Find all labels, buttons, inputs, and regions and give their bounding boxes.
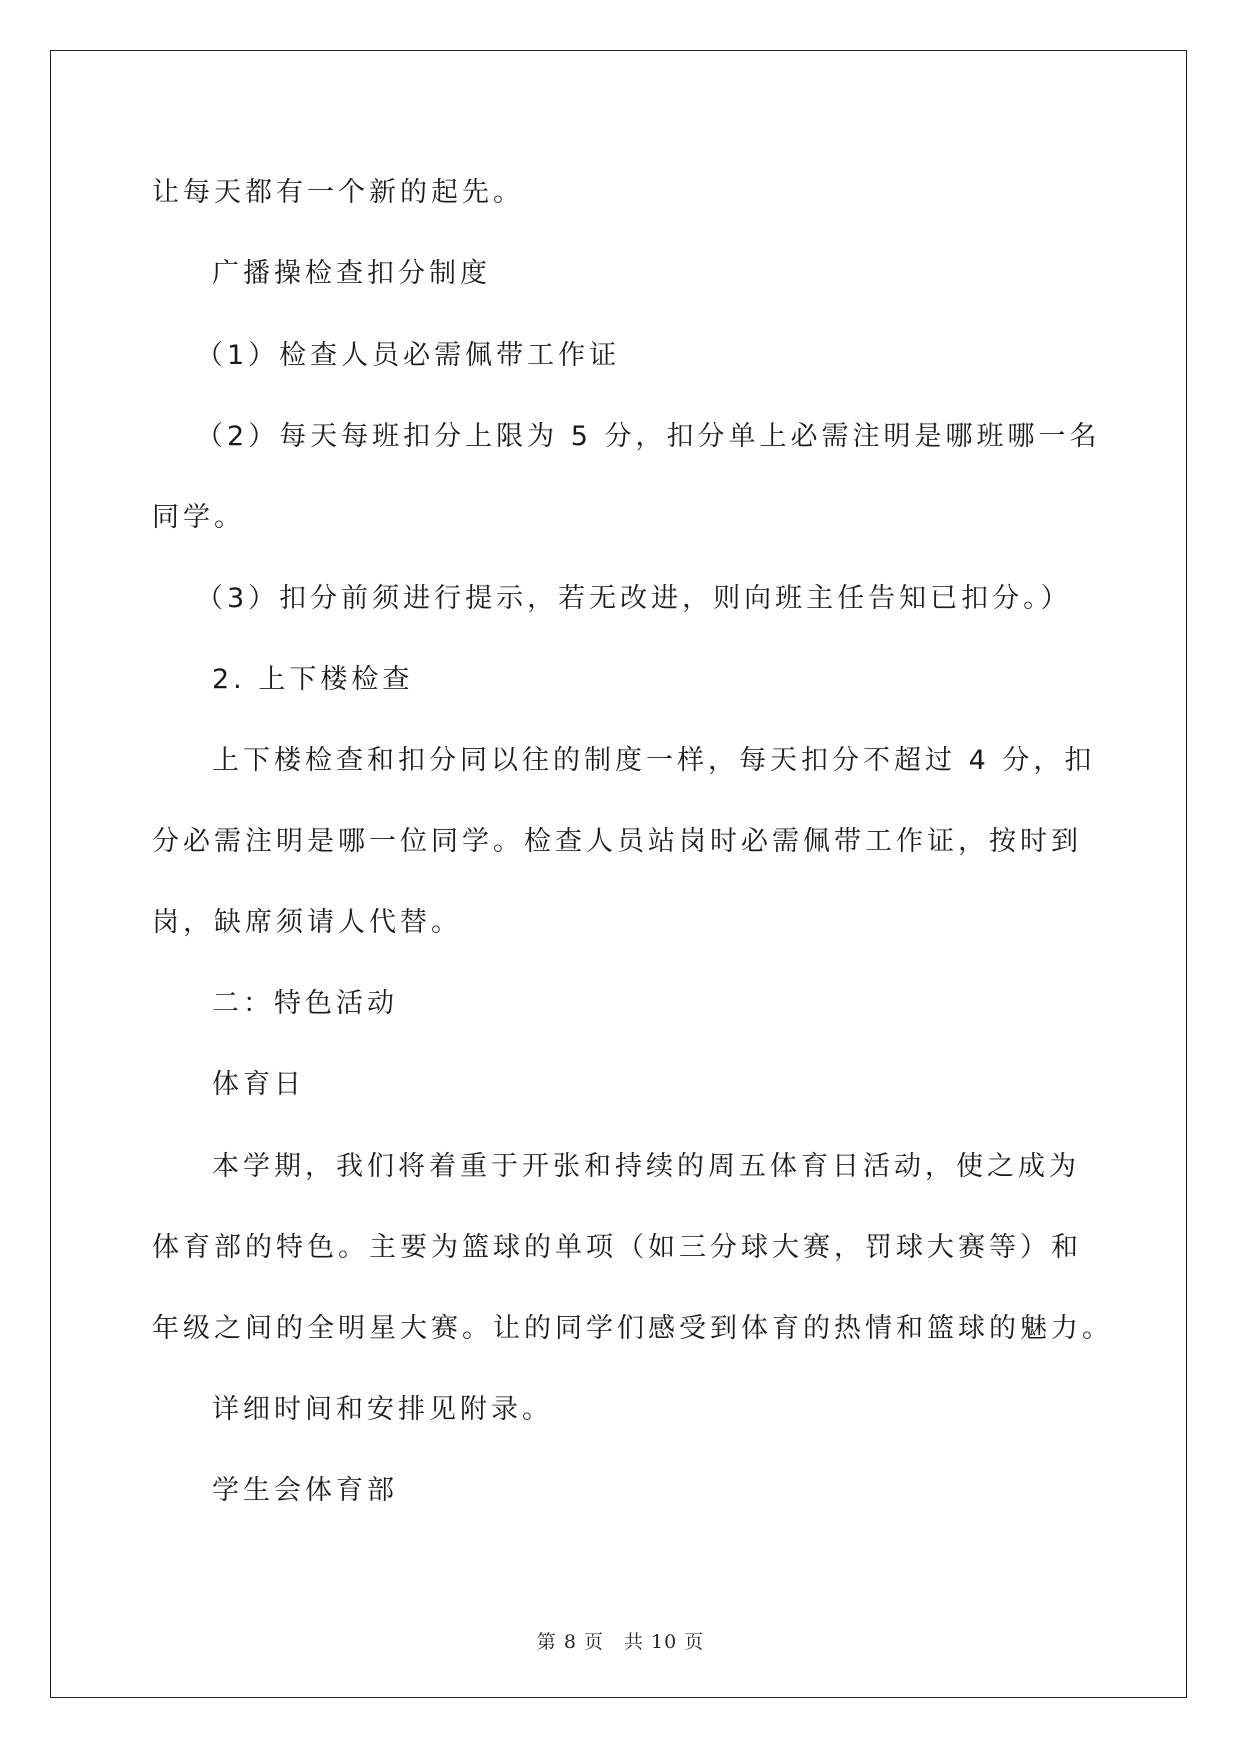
- page-number-footer: 第 8 页 共 10 页: [536, 1631, 705, 1653]
- text-line: 让每天都有一个新的起先。: [152, 177, 524, 208]
- section-heading: 广播操检查扣分制度: [212, 258, 491, 289]
- text-line: 分必需注明是哪一位同学。检查人员站岗时必需佩带工作证，按时到: [152, 826, 1082, 857]
- list-item: （2）每天每班扣分上限为 5 分，扣分单上必需注明是哪班哪一名: [196, 421, 1101, 452]
- section-heading: 2. 上下楼检查: [212, 664, 414, 695]
- list-item: （3）扣分前须进行提示，若无改进，则向班主任告知已扣分。）: [196, 583, 1072, 614]
- section-heading: 二：特色活动: [212, 988, 398, 1019]
- text-line: 本学期，我们将着重于开张和持续的周五体育日活动，使之成为: [212, 1151, 1080, 1182]
- text-line: 年级之间的全明星大赛。让的同学们感受到体育的热情和篮球的魅力。: [152, 1313, 1113, 1344]
- page-border: [50, 50, 1187, 1698]
- signature-line: 学生会体育部: [212, 1475, 398, 1506]
- text-line: 详细时间和安排见附录。: [212, 1394, 553, 1425]
- text-line: 岗，缺席须请人代替。: [152, 907, 462, 938]
- text-line: 上下楼检查和扣分同以往的制度一样，每天扣分不超过 4 分，扣: [212, 745, 1096, 776]
- list-item: （1）检查人员必需佩带工作证: [196, 340, 621, 371]
- text-line: 同学。: [152, 502, 245, 533]
- text-line: 体育部的特色。主要为篮球的单项（如三分球大赛，罚球大赛等）和: [152, 1232, 1082, 1263]
- section-heading: 体育日: [212, 1069, 305, 1100]
